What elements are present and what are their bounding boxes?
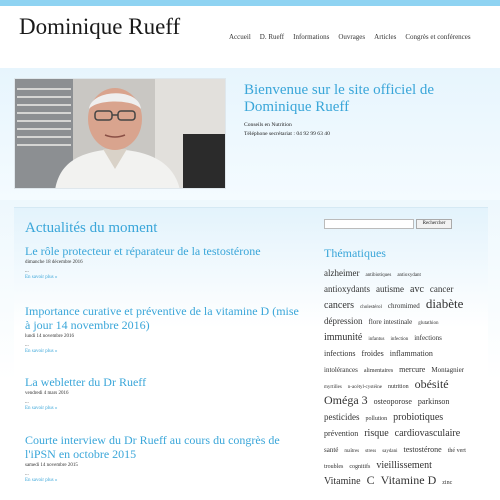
article-date: samedi 14 novembre 2015: [25, 463, 78, 468]
nav-item-informations[interactable]: Informations: [293, 33, 330, 41]
main-nav: [229, 33, 480, 41]
tag-link[interactable]: osteoporose: [373, 397, 412, 406]
tag-link[interactable]: zinc: [442, 480, 453, 486]
tag-link[interactable]: cognitifs: [349, 464, 371, 470]
tag-link[interactable]: vieillissement: [376, 460, 432, 471]
article-excerpt: ...: [25, 269, 29, 274]
tag-link[interactable]: antibiotiques: [365, 273, 392, 278]
article-title[interactable]: Courte interview du Dr Rueff au cours du congrès de l'iPSN en octobre 2015: [25, 433, 280, 461]
tag-link[interactable]: infection: [390, 337, 409, 342]
nutrition-subtitle: Conseils en Nutrition: [244, 122, 292, 128]
tag-link[interactable]: immunité: [324, 332, 363, 343]
tag-link[interactable]: antioxydants: [324, 284, 370, 294]
article-title[interactable]: Importance curative et préventive de la vitamine D (mise à jour 14 novembre 2016): [25, 304, 299, 332]
tag-link[interactable]: Oméga 3: [324, 393, 368, 407]
tags-title: Thématiques: [324, 246, 386, 260]
tag-link[interactable]: diabète: [425, 296, 464, 311]
tag-link[interactable]: thé vert: [447, 448, 466, 454]
tag-link[interactable]: infections: [414, 334, 442, 342]
article-item: [25, 433, 300, 483]
article-title[interactable]: Le rôle protecteur et réparateur de la testostérone: [25, 244, 261, 258]
tag-link[interactable]: chromimed: [387, 302, 420, 310]
tag-link[interactable]: cancers: [324, 300, 354, 311]
tag-link[interactable]: troubles: [324, 464, 344, 470]
contact-info: [244, 121, 330, 139]
tag-cloud: [324, 264, 472, 488]
section-title: Actualités du moment: [25, 220, 158, 236]
tag-link[interactable]: Vitamine: [324, 476, 361, 487]
nav-item-d-rueff[interactable]: D. Rueff: [259, 33, 285, 41]
nav-item-articles[interactable]: Articles: [374, 33, 397, 41]
tag-link[interactable]: obésité: [414, 377, 449, 391]
welcome-heading: Bienvenue sur le site officiel de Dominique Rueff: [244, 82, 435, 115]
article-excerpt: ...: [25, 400, 29, 405]
tag-link[interactable]: alimentaires: [363, 368, 394, 374]
tag-link[interactable]: maîtres: [344, 449, 360, 454]
tag-link[interactable]: antioxydant: [397, 273, 421, 278]
tag-link[interactable]: parkinson: [417, 397, 450, 406]
tag-link[interactable]: glutathion: [418, 321, 439, 326]
tag-link[interactable]: autisme: [376, 284, 404, 294]
tag-link[interactable]: pesticides: [324, 412, 360, 422]
nav-item-accueil[interactable]: Accueil: [229, 33, 251, 41]
site-header: [0, 6, 500, 68]
article-excerpt: ...: [25, 343, 29, 348]
tag-link[interactable]: nutrition: [387, 384, 409, 390]
article-date: dimanche 18 décembre 2016: [25, 260, 83, 265]
nav-item-ouvrages[interactable]: Ouvrages: [338, 33, 366, 41]
read-more-link[interactable]: En savoir plus »: [25, 406, 58, 411]
nav-item-congres[interactable]: Congrès et conférences: [405, 33, 471, 41]
tag-link[interactable]: n-acétyl-cystéine: [347, 385, 382, 390]
tag-link[interactable]: Montagnier: [431, 366, 465, 374]
tag-link[interactable]: probiotiques: [393, 412, 444, 423]
tag-link[interactable]: myrtilles: [324, 385, 342, 390]
article-date: lundi 14 novembre 2016: [25, 334, 75, 339]
tag-link[interactable]: stress: [365, 449, 377, 454]
portrait-photo: [14, 78, 226, 189]
site-title[interactable]: Dominique Rueff: [19, 14, 181, 39]
tag-link[interactable]: prévention: [324, 429, 359, 438]
tag-link[interactable]: C: [366, 473, 375, 487]
article-item: [25, 304, 300, 354]
article-date: vendredi 4 mars 2016: [25, 391, 69, 396]
portrait-illustration: [15, 79, 226, 189]
search-input[interactable]: [324, 219, 414, 229]
article-title[interactable]: La webletter du Dr Rueff: [25, 375, 147, 389]
tag-link[interactable]: intolérances: [324, 366, 358, 374]
tag-link[interactable]: risque: [364, 428, 389, 439]
tag-link[interactable]: Vitamine D: [380, 473, 437, 487]
phone-number: Téléphone secrétariat : 04 92 99 63 40: [244, 131, 330, 137]
tag-link[interactable]: infections: [324, 349, 356, 358]
tag-link[interactable]: froides: [361, 349, 384, 358]
tag-link[interactable]: saydani: [382, 449, 398, 454]
read-more-link[interactable]: En savoir plus »: [25, 349, 58, 354]
tag-link[interactable]: inflammation: [389, 349, 433, 358]
tag-link[interactable]: alzheimer: [324, 268, 360, 278]
tag-link[interactable]: mercure: [399, 365, 426, 374]
tag-link[interactable]: cardiovasculaire: [394, 428, 461, 439]
read-more-link[interactable]: En savoir plus »: [25, 275, 58, 280]
tag-link[interactable]: flore intestinale: [368, 318, 413, 326]
tag-link[interactable]: cancer: [429, 284, 454, 294]
tag-link[interactable]: dépression: [324, 316, 363, 326]
tag-link[interactable]: avc: [410, 284, 424, 295]
tag-link[interactable]: pollution: [365, 416, 388, 422]
search-button[interactable]: Rechercher: [416, 219, 452, 229]
article-item: [25, 244, 300, 280]
tag-link[interactable]: infantus: [368, 337, 385, 342]
article-item: [25, 375, 300, 411]
tag-link[interactable]: cholestérol: [359, 305, 382, 310]
article-excerpt: ...: [25, 472, 29, 477]
tag-link[interactable]: testostérone: [403, 445, 442, 454]
read-more-link[interactable]: En savoir plus »: [25, 478, 58, 483]
tag-link[interactable]: santé: [324, 446, 339, 454]
